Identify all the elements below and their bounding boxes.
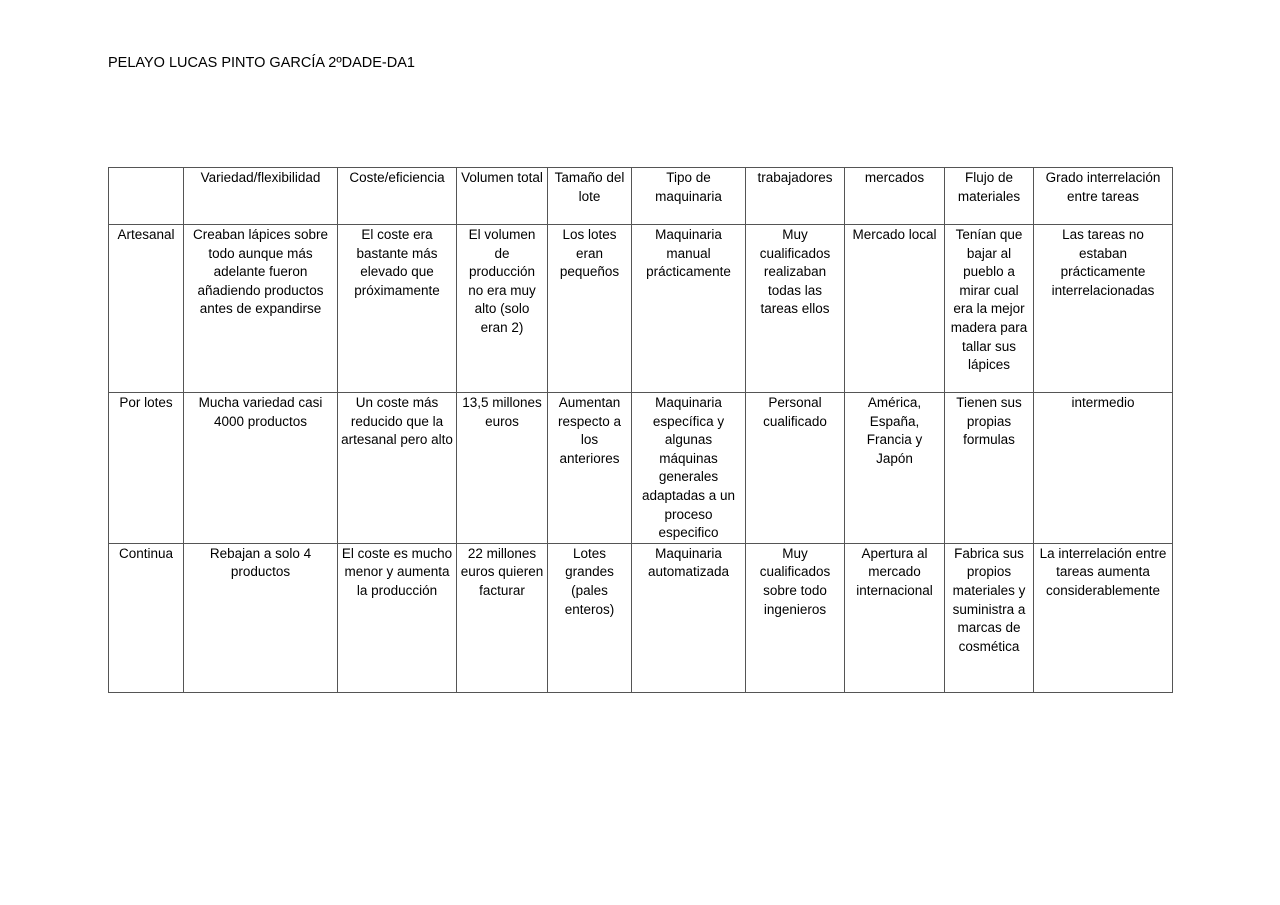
table-cell: Las tareas no estaban prácticamente interrelacionadas (1034, 225, 1173, 393)
table-cell: Rebajan a solo 4 productos (184, 543, 338, 692)
table-cell: Maquinaria automatizada (632, 543, 746, 692)
table-cell: Tenían que bajar al pueblo a mirar cual era la mejor madera para tallar sus lápices (945, 225, 1034, 393)
table-cell: Apertura al mercado internacional (845, 543, 945, 692)
table-header-row (109, 168, 1173, 225)
table-row-artesanal (109, 225, 1173, 393)
table-cell: Mucha variedad casi 4000 productos (184, 393, 338, 544)
table-cell: Lotes grandes (pales enteros) (548, 543, 632, 692)
row-label: Continua (109, 543, 184, 692)
table-cell: Aumentan respecto a los anteriores (548, 393, 632, 544)
table-cell: El coste es mucho menor y aumenta la producción (338, 543, 457, 692)
table-cell: intermedio (1034, 393, 1173, 544)
table-cell: Fabrica sus propios materiales y suministra a marcas de cosmética (945, 543, 1034, 692)
header-cell-maquinaria: Tipo de maquinaria (632, 168, 746, 225)
header-cell-blank (109, 168, 184, 225)
row-label: Artesanal (109, 225, 184, 393)
header-cell-variedad: Variedad/flexibilidad (184, 168, 338, 225)
table-cell: Tienen sus propias formulas (945, 393, 1034, 544)
header-cell-flujo: Flujo de materiales (945, 168, 1034, 225)
table-cell: 22 millones euros quieren facturar (457, 543, 548, 692)
table-cell: La interrelación entre tareas aumenta considerablemente (1034, 543, 1173, 692)
header-cell-volumen: Volumen total (457, 168, 548, 225)
table-cell: Muy cualificados sobre todo ingenieros (746, 543, 845, 692)
table-cell: Personal cualificado (746, 393, 845, 544)
table-cell: El coste era bastante más elevado que próximamente (338, 225, 457, 393)
table-row-continua (109, 543, 1173, 692)
document-header: PELAYO LUCAS PINTO GARCÍA 2ºDADE-DA1 (108, 55, 415, 71)
header-cell-trabajadores: trabajadores (746, 168, 845, 225)
table-cell: Los lotes eran pequeños (548, 225, 632, 393)
header-cell-grado: Grado interrelación entre tareas (1034, 168, 1173, 225)
table-cell: Maquinaria manual prácticamente (632, 225, 746, 393)
table-cell: América, España, Francia y Japón (845, 393, 945, 544)
table-cell: Mercado local (845, 225, 945, 393)
table-cell: Un coste más reducido que la artesanal pero alto (338, 393, 457, 544)
header-cell-tamano: Tamaño del lote (548, 168, 632, 225)
table-cell: El volumen de producción no era muy alto (solo eran 2) (457, 225, 548, 393)
table-row-por-lotes (109, 393, 1173, 544)
header-cell-mercados: mercados (845, 168, 945, 225)
table-cell: Maquinaria específica y algunas máquinas generales adaptadas a un proceso especifico (632, 393, 746, 544)
table-cell: Creaban lápices sobre todo aunque más adelante fueron añadiendo productos antes de expandirse (184, 225, 338, 393)
table-cell: Muy cualificados realizaban todas las tareas ellos (746, 225, 845, 393)
table-cell: 13,5 millones euros (457, 393, 548, 544)
production-comparison-table (108, 167, 1173, 693)
row-label: Por lotes (109, 393, 184, 544)
header-cell-coste: Coste/eficiencia (338, 168, 457, 225)
